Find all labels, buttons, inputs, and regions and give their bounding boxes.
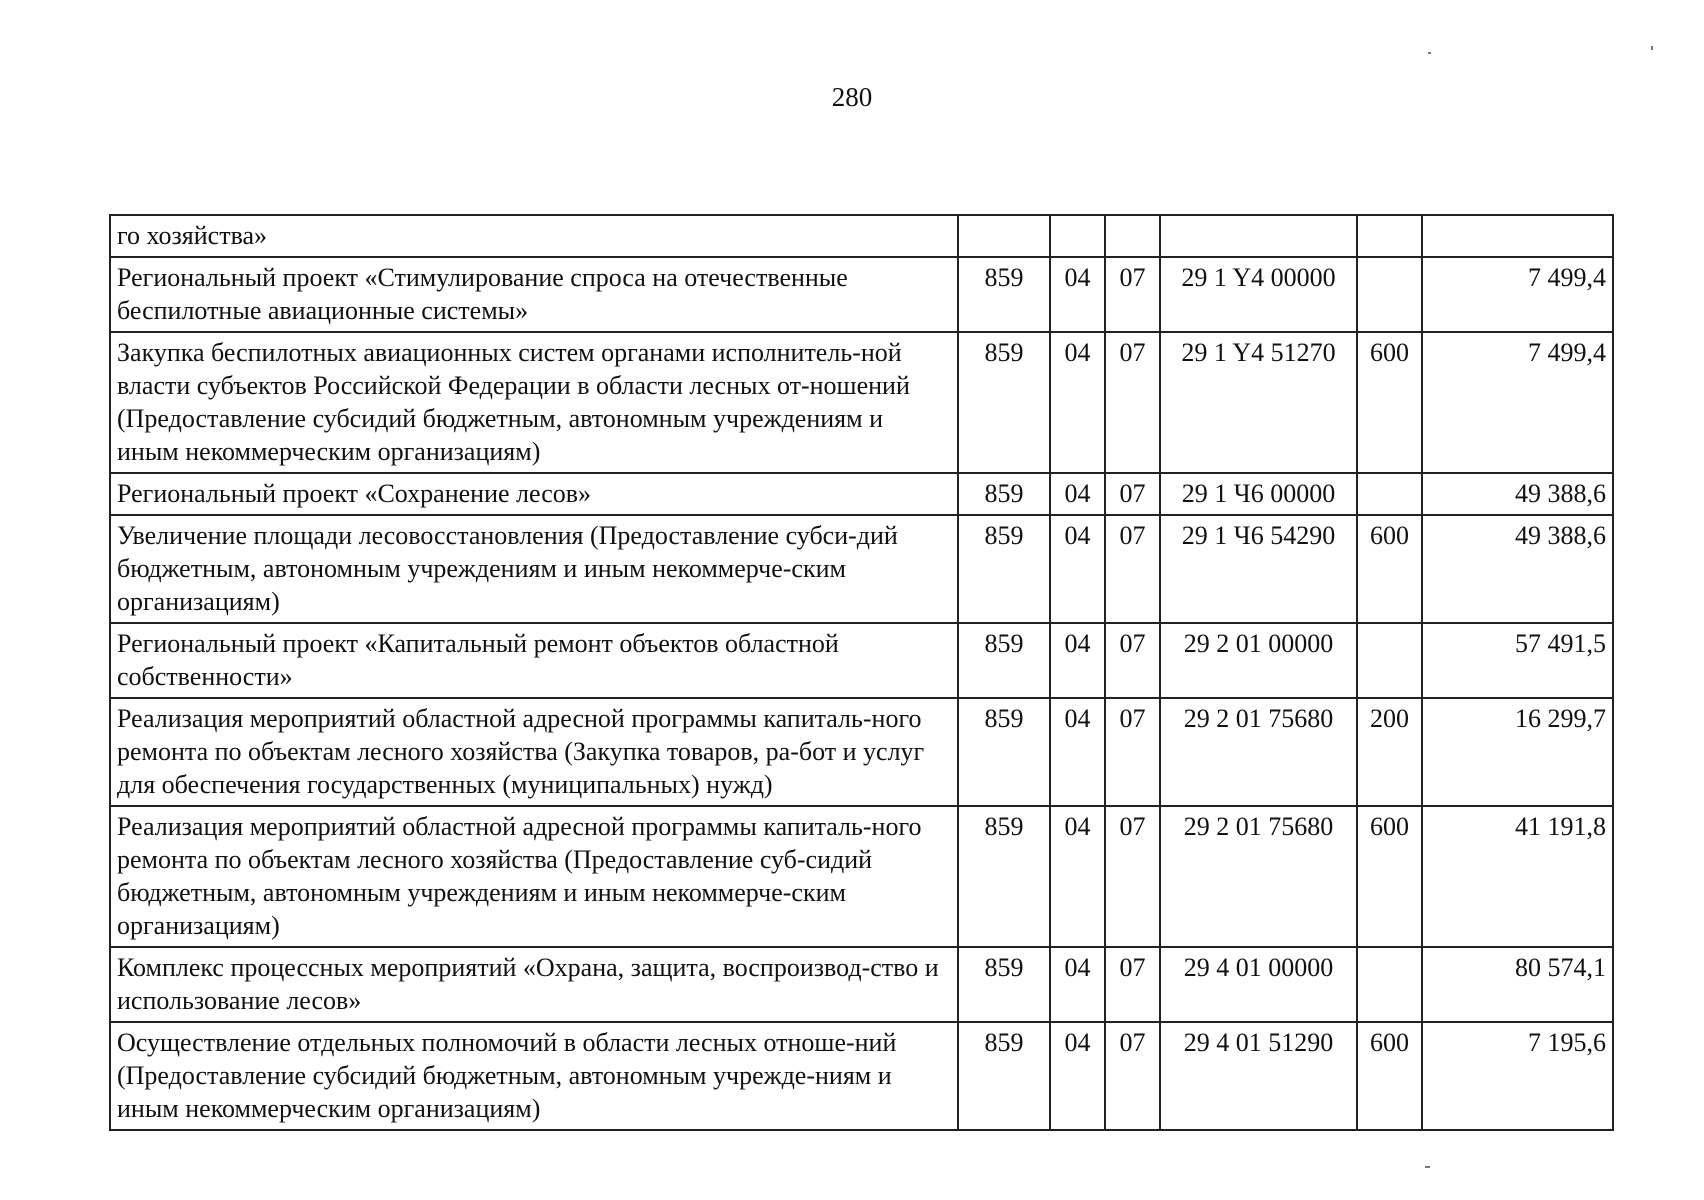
table-row [110,215,1613,257]
row-name: Реализация мероприятий областной адресной программы капиталь-ного ремонта по объектам лесного хозяйства (Предоставление суб-сидий бюджетным, автономным учреждениям и иным некоммерче-ским организациям) [110,806,958,947]
row-subsection: 07 [1105,515,1160,623]
scan-speck [1651,46,1653,50]
row-section: 04 [1050,257,1105,332]
row-section: 04 [1050,473,1105,515]
row-section [1050,215,1105,257]
row-amount: 57 491,5 [1422,623,1613,698]
row-target-article: 29 2 01 75680 [1160,698,1357,806]
row-admin-code: 859 [958,515,1050,623]
row-expense-type [1357,473,1422,515]
row-amount: 7 499,4 [1422,257,1613,332]
row-expense-type [1357,947,1422,1022]
row-admin-code: 859 [958,623,1050,698]
row-name: Региональный проект «Сохранение лесов» [110,473,958,515]
row-target-article: 29 1 Y4 00000 [1160,257,1357,332]
row-subsection: 07 [1105,257,1160,332]
row-expense-type: 600 [1357,515,1422,623]
row-amount: 49 388,6 [1422,515,1613,623]
row-name: Региональный проект «Стимулирование спроса на отечественные беспилотные авиационные системы» [110,257,958,332]
row-amount: 49 388,6 [1422,473,1613,515]
row-name: Закупка беспилотных авиационных систем органами исполнитель-ной власти субъектов Российской Федерации в области лесных от-ношений (Предоставление субсидий бюджетным, автономным учреждениям и иным некоммерческим организациям) [110,332,958,473]
row-section: 04 [1050,698,1105,806]
row-amount [1422,215,1613,257]
row-expense-type [1357,257,1422,332]
table-row [110,515,1613,623]
row-name: Реализация мероприятий областной адресной программы капиталь-ного ремонта по объектам лесного хозяйства (Закупка товаров, ра-бот и услуг для обеспечения государственных (муниципальных) нужд) [110,698,958,806]
row-amount: 7 195,6 [1422,1022,1613,1130]
table-row [110,623,1613,698]
row-subsection: 07 [1105,332,1160,473]
scan-speck [1425,1166,1430,1168]
row-target-article: 29 1 Ч6 00000 [1160,473,1357,515]
row-expense-type [1357,215,1422,257]
row-admin-code: 859 [958,473,1050,515]
row-amount: 41 191,8 [1422,806,1613,947]
row-target-article [1160,215,1357,257]
row-target-article: 29 4 01 00000 [1160,947,1357,1022]
row-subsection: 07 [1105,806,1160,947]
row-target-article: 29 2 01 75680 [1160,806,1357,947]
row-admin-code: 859 [958,332,1050,473]
row-amount: 80 574,1 [1422,947,1613,1022]
row-amount: 7 499,4 [1422,332,1613,473]
table-row [110,332,1613,473]
row-amount: 16 299,7 [1422,698,1613,806]
row-subsection: 07 [1105,1022,1160,1130]
budget-table [109,214,1614,1131]
table-row [110,806,1613,947]
row-admin-code: 859 [958,698,1050,806]
row-section: 04 [1050,1022,1105,1130]
row-expense-type: 200 [1357,698,1422,806]
table-row [110,947,1613,1022]
row-admin-code: 859 [958,806,1050,947]
row-section: 04 [1050,332,1105,473]
row-name: Осуществление отдельных полномочий в области лесных отноше-ний (Предоставление субсидий бюджетным, автономным учрежде-ниям и иным некоммерческим организациям) [110,1022,958,1130]
row-section: 04 [1050,515,1105,623]
row-name: Комплекс процессных мероприятий «Охрана, защита, воспроизвод-ство и использование лесов» [110,947,958,1022]
page-number: 280 [831,82,873,112]
scan-speck [1428,52,1431,54]
row-section: 04 [1050,947,1105,1022]
row-expense-type: 600 [1357,332,1422,473]
row-target-article: 29 4 01 51290 [1160,1022,1357,1130]
table-row [110,698,1613,806]
row-subsection: 07 [1105,947,1160,1022]
row-expense-type: 600 [1357,1022,1422,1130]
row-name: Увеличение площади лесовосстановления (Предоставление субси-дий бюджетным, автономным учреждениям и иным некоммерче-ским организациям) [110,515,958,623]
row-admin-code: 859 [958,257,1050,332]
row-target-article: 29 2 01 00000 [1160,623,1357,698]
row-subsection: 07 [1105,623,1160,698]
row-target-article: 29 1 Y4 51270 [1160,332,1357,473]
row-admin-code: 859 [958,947,1050,1022]
row-subsection [1105,215,1160,257]
table-row [110,473,1613,515]
row-expense-type [1357,623,1422,698]
row-target-article: 29 1 Ч6 54290 [1160,515,1357,623]
row-expense-type: 600 [1357,806,1422,947]
row-name: Региональный проект «Капитальный ремонт объектов областной собственности» [110,623,958,698]
row-section: 04 [1050,623,1105,698]
row-name: го хозяйства» [110,215,958,257]
row-subsection: 07 [1105,698,1160,806]
table-body [110,215,1613,1130]
row-admin-code [958,215,1050,257]
row-section: 04 [1050,806,1105,947]
table-row [110,1022,1613,1130]
row-subsection: 07 [1105,473,1160,515]
table-row [110,257,1613,332]
row-admin-code: 859 [958,1022,1050,1130]
